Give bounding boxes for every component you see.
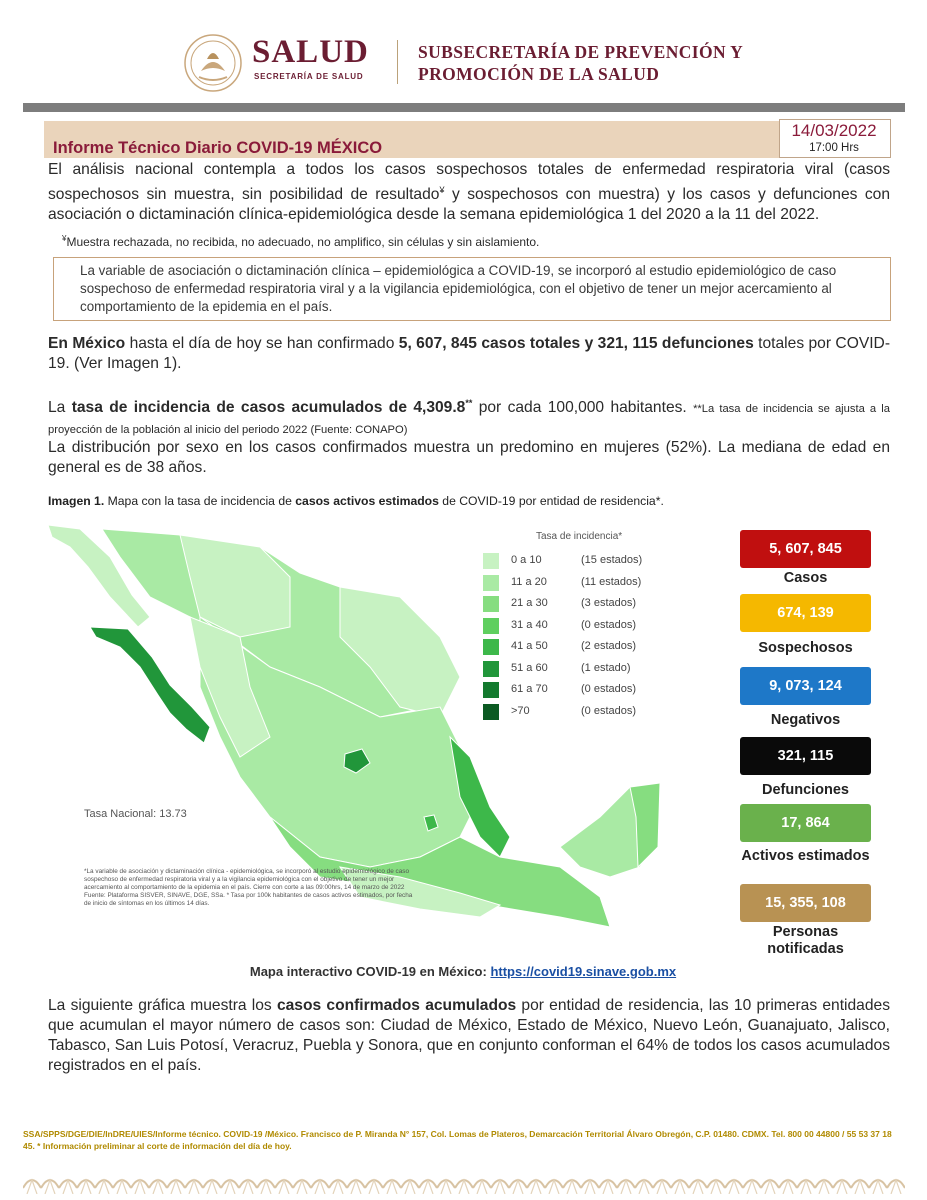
legend-swatch [483,618,499,634]
report-time: 17:00 Hrs [809,142,859,154]
legend-range: >70 [511,704,530,717]
closing-bold: casos confirmados acumulados [276,997,517,1014]
legend-range: 51 a 60 [511,661,548,674]
legend-range: 41 a 50 [511,640,548,652]
brand-name: SALUD [252,34,369,70]
incidence-text-c: por cada 100,000 habitantes. [472,399,694,417]
brand-subtitle: SECRETARÍA DE SALUD [254,72,364,81]
map-link-label: Mapa interactivo COVID-19 en México: [249,964,491,979]
incidence-paragraph [48,393,890,440]
legend-count: (0 estados) [581,683,637,695]
report-title: Informe Técnico Diario COVID-19 MÉXICO [53,139,383,157]
incidence-note: **La tasa de incidencia se ajusta a la proyección de la población al inicio del periodo 2022 (Fuente: CONAPO) [48,403,890,437]
map-link-line [48,964,878,979]
header-divider [397,40,398,84]
intro-footnote [62,234,539,249]
legend-count: (11 estados) [581,575,642,588]
map-link[interactable]: https://covid19.sinave.gob.mx [490,964,677,979]
legend-count: (2 estados) [581,640,637,652]
stat-value: 321, 115 [740,737,871,775]
subsecretaria-title [418,41,743,85]
intro-paragraph [48,160,890,225]
incidence-rate: tasa de incidencia de casos acumulados de 4,309.8 [71,399,466,417]
closing-paragraph [48,996,890,1076]
stat-label: Sospechosos [758,640,853,656]
legend-range: 21 a 30 [511,597,548,609]
incidence-text-a: La [48,399,72,417]
caption-text: Mapa con la tasa de incidencia de [104,494,296,508]
legend-title: Tasa de incidencia* [536,531,623,542]
coat-of-arms-logo [183,33,243,93]
stat-value: 17, 864 [740,804,871,842]
legend-swatch [483,596,499,612]
legend-swatch [483,704,499,720]
map-note: *La variable de asociación y dictaminación clínica - epidemiológica, se incorporó al estudio epidemiológico de caso sospechoso de enfermedad respiratoria viral y a la vigilancia epidemiológica con el objetivo de tener un mejor acercamiento al comportamiento de la epidemia en el país. Cierre con corte a las 09:00hrs, 14 de marzo de 2022 Fuente: Plataforma SISVER, SINAVE, DGE, SSa. * Tasa por 100k habitantes de casos activos estimados, por fecha de inicio de síntomas en los últimos 14 días. [84,868,413,907]
incidence-sup: ** [465,398,473,408]
intro-mark: ¥ [439,185,445,195]
legend-swatch [483,553,499,569]
stat-label: Casos [783,570,828,586]
stat-value: 5, 607, 845 [740,530,871,568]
stat-value: 15, 355, 108 [740,884,871,922]
report-date: 14/03/2022 [791,121,877,140]
legend-range: 0 a 10 [511,554,542,566]
stat-label: Negativos [770,712,841,728]
stat-value: 674, 139 [740,594,871,632]
closing-text-c: por entidad de residencia, las 10 primeras entidades que acumulan el mayor número de casos son: Ciudad de México, Estado de México, Nuevo León, Guanajuato, Jalisco, Tabasco, San Luis Potosí, Veracruz, Puebla y Sonora, que en conjunto conforman el 64% de todos los casos acumulados registrados en el país. [48,997,890,1074]
subsecretaria-line-1: SUBSECRETARÍA DE PREVENCIÓN Y [418,42,744,62]
caption-bold: casos activos estimados [295,494,439,508]
legend-count: (3 estados) [581,597,637,609]
figure-caption [48,494,664,508]
summary-text-end: totales por COVID-19. (Ver Imagen 1). [48,335,891,372]
footer-pattern [23,1168,905,1194]
footnote-text: Muestra rechazada, no recibida, no adecuado, no amplifico, sin células y sin aislamiento. [66,235,540,249]
distribution-paragraph: La distribución por sexo en los casos confirmados muestra un predomino en mujeres (52%). La mediana de edad en general es de 38 años. [48,439,890,476]
caption-text-end: de COVID-19 por entidad de residencia*. [438,494,664,508]
closing-text-a: La siguiente gráfica muestra los [48,997,277,1014]
summary-country: En México [48,335,126,352]
intro-text-b: y sospechosos con muestra) y los casos y defunciones con asociación o dictaminación clínica-epidemiológica desde la semana epidemiológica 1 del 2020 a la 11 del 2022. [48,186,891,224]
legend-swatch [483,575,499,591]
legend-swatch [483,639,499,655]
legend-count: (1 estado) [581,661,631,674]
stat-label: Defunciones [761,782,849,798]
stat-label: Activos estimados [741,848,870,864]
footnote-mark: ¥ [62,234,67,243]
footer-text: SSA/SPPS/DGE/DIE/InDRE/UIES/Informe técnico. COVID-19 /México. Francisco de P. Miranda N° 157, Col. Lomas de Plateros, Demarcación Territorial Álvaro Obregón, C.P. 01480. CDMX. Tel. 800 00 44800 / 55 53 37 18 45. * Información preliminar al corte de información del día de hoy. [23,1129,892,1151]
caption-label: Imagen 1. [48,494,105,508]
tasa-nacional: Tasa Nacional: 13.73 [84,808,187,820]
stat-value: 9, 073, 124 [740,667,871,705]
map-baja-california-sur [90,627,210,743]
summary-text: hasta el día de hoy se han confirmado [125,335,399,352]
subsecretaria-line-2: PROMOCIÓN DE LA SALUD [418,64,660,84]
legend-range: 11 a 20 [511,575,547,588]
legend-count: (0 estados) [581,704,637,717]
legend-range: 61 a 70 [511,683,548,695]
legend-count: (0 estados) [581,618,637,631]
legend-count: (15 estados) [581,554,643,566]
legend-range: 31 a 40 [511,618,548,631]
legend-swatch [483,682,499,698]
header-bar [23,103,905,112]
summary-figures: 5, 607, 845 casos totales y 321, 115 defunciones [398,335,754,352]
legend-swatch [483,661,499,677]
note-box-text: La variable de asociación o dictaminación clínica – epidemiológica a COVID-19, se incorporó al estudio epidemiológico de caso sospechoso de enfermedad respiratoria viral y a la vigilancia epidemiológica, con el objetivo de tener un mejor acercamiento al comportamiento de la epidemia en el país. [80,263,837,314]
stat-label: Personas notificadas [767,924,844,957]
summary-paragraph [48,334,890,374]
intro-text-a: El análisis nacional contempla a todos los casos sospechosos totales de enfermedad respiratoria viral (casos sospechosos sin muestra, sin posibilidad de resultado [48,161,890,204]
